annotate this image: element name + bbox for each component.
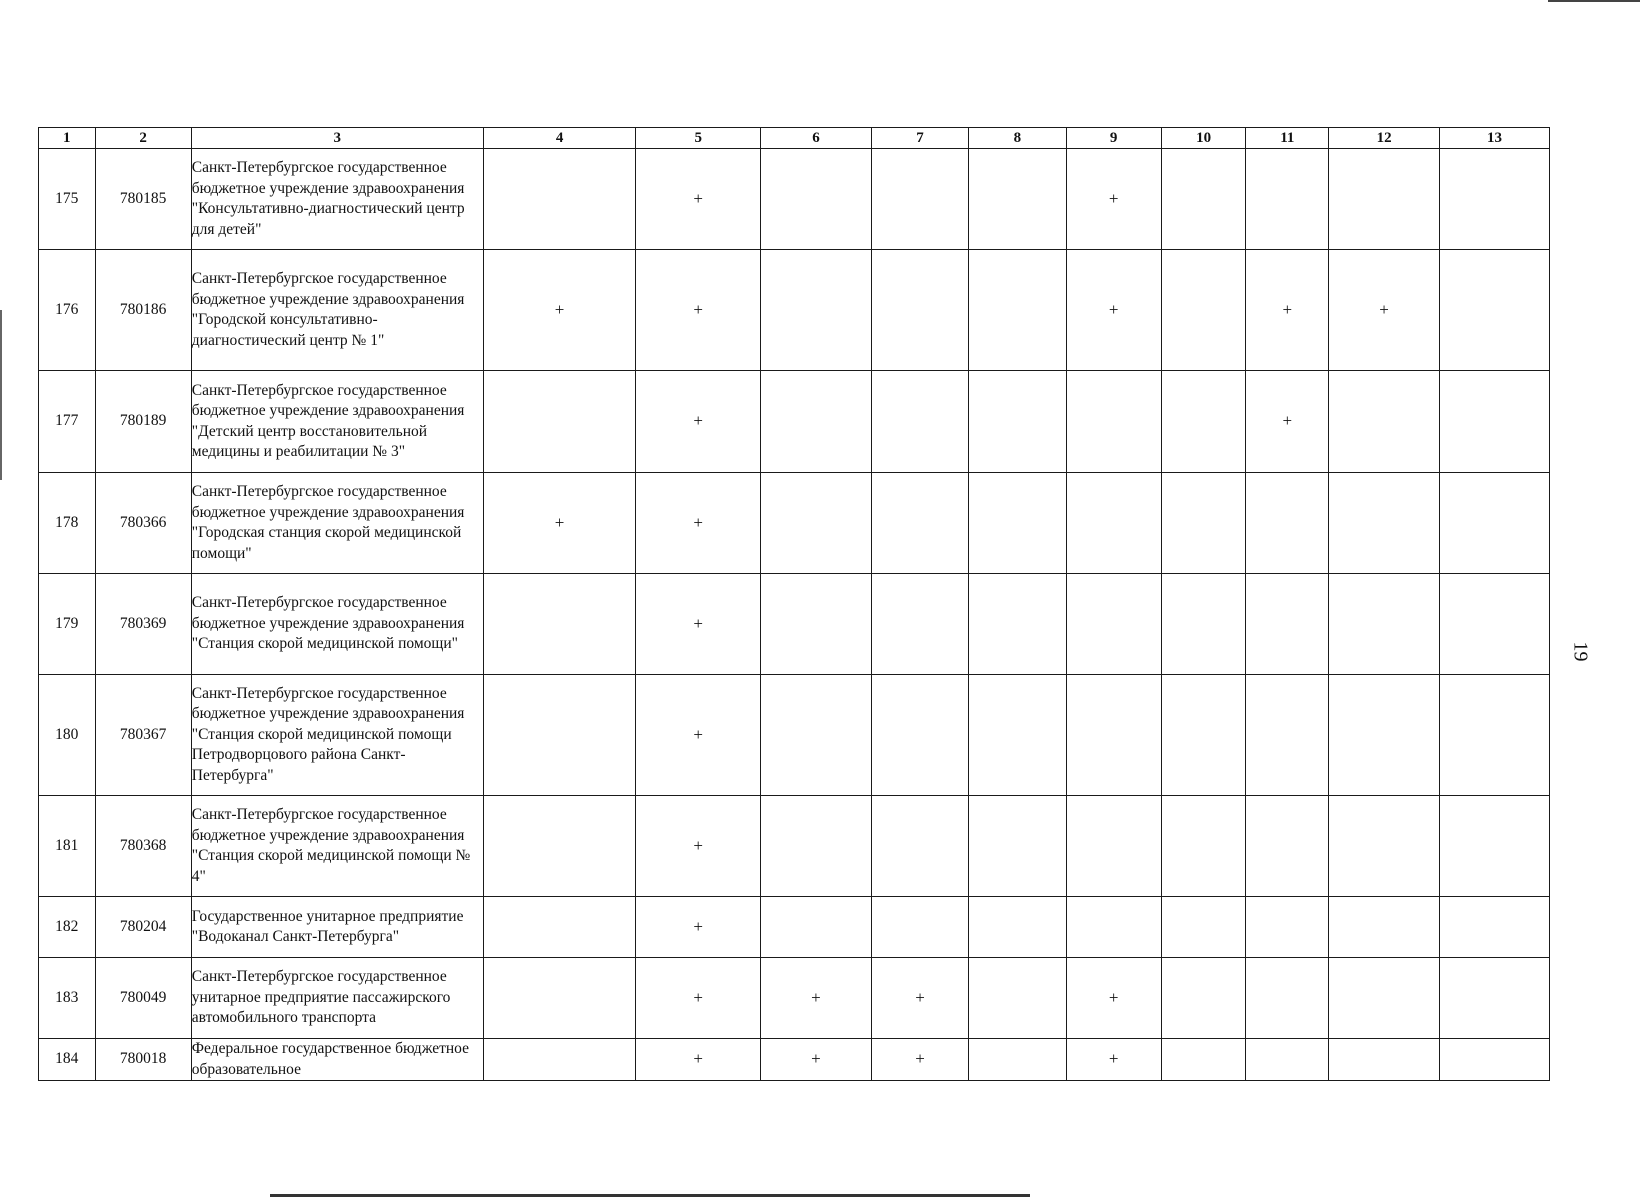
mark-cell-col-10	[1161, 473, 1246, 574]
scan-edge-left	[0, 310, 2, 480]
mark-cell-col-8	[969, 149, 1066, 250]
table-row	[39, 371, 1550, 473]
mark-cell-col-6	[760, 250, 871, 371]
mark-cell-col-12	[1329, 958, 1440, 1039]
mark-cell-col-8	[969, 796, 1066, 897]
column-header-2: 2	[95, 128, 191, 149]
organization-name: Санкт-Петербургское государственное бюджетное учреждение здравоохранения "Консультативно-диагностический центр для детей"	[191, 149, 483, 250]
column-header-5: 5	[636, 128, 761, 149]
mark-cell-col-4	[483, 675, 636, 796]
table-row	[39, 675, 1550, 796]
organization-name: Санкт-Петербургское государственное унитарное предприятие пассажирского автомобильного транспорта	[191, 958, 483, 1039]
mark-cell-col-13	[1440, 371, 1550, 473]
row-number: 183	[39, 958, 96, 1039]
mark-cell-col-7: +	[871, 1039, 968, 1081]
mark-cell-col-13	[1440, 1039, 1550, 1081]
mark-cell-col-11	[1246, 473, 1329, 574]
mark-cell-col-9	[1066, 796, 1161, 897]
mark-cell-col-5: +	[636, 473, 761, 574]
organization-code: 780018	[95, 1039, 191, 1081]
organization-code: 780367	[95, 675, 191, 796]
table-row	[39, 796, 1550, 897]
column-header-12: 12	[1329, 128, 1440, 149]
mark-cell-col-10	[1161, 897, 1246, 958]
mark-cell-col-6	[760, 897, 871, 958]
column-header-9: 9	[1066, 128, 1161, 149]
mark-cell-col-4	[483, 149, 636, 250]
organization-code: 780366	[95, 473, 191, 574]
mark-cell-col-6	[760, 149, 871, 250]
column-header-1: 1	[39, 128, 96, 149]
mark-cell-col-12	[1329, 149, 1440, 250]
column-header-6: 6	[760, 128, 871, 149]
mark-cell-col-12: +	[1329, 250, 1440, 371]
mark-cell-col-9: +	[1066, 958, 1161, 1039]
mark-cell-col-4: +	[483, 250, 636, 371]
mark-cell-col-10	[1161, 958, 1246, 1039]
mark-cell-col-7	[871, 149, 968, 250]
organization-name: Санкт-Петербургское государственное бюджетное учреждение здравоохранения "Городской консультативно-диагностический центр № 1"	[191, 250, 483, 371]
mark-cell-col-9	[1066, 574, 1161, 675]
page-number: 19	[1569, 641, 1592, 662]
mark-cell-col-5: +	[636, 1039, 761, 1081]
mark-cell-col-10	[1161, 574, 1246, 675]
mark-cell-col-12	[1329, 371, 1440, 473]
organization-code: 780189	[95, 371, 191, 473]
scan-edge-bottom	[270, 1194, 1030, 1197]
mark-cell-col-11	[1246, 574, 1329, 675]
mark-cell-col-4	[483, 796, 636, 897]
mark-cell-col-12	[1329, 1039, 1440, 1081]
organization-code: 780186	[95, 250, 191, 371]
mark-cell-col-6	[760, 675, 871, 796]
mark-cell-col-7	[871, 473, 968, 574]
mark-cell-col-8	[969, 897, 1066, 958]
mark-cell-col-8	[969, 675, 1066, 796]
mark-cell-col-11	[1246, 675, 1329, 796]
organization-name: Санкт-Петербургское государственное бюджетное учреждение здравоохранения "Станция скорой медицинской помощи Петродворцового района Санкт-Петербурга"	[191, 675, 483, 796]
mark-cell-col-12	[1329, 796, 1440, 897]
organization-name: Государственное унитарное предприятие "Водоканал Санкт-Петербурга"	[191, 897, 483, 958]
mark-cell-col-9: +	[1066, 250, 1161, 371]
mark-cell-col-9: +	[1066, 1039, 1161, 1081]
organization-name: Федеральное государственное бюджетное образовательное	[191, 1039, 483, 1081]
mark-cell-col-10	[1161, 1039, 1246, 1081]
table-row	[39, 1039, 1550, 1081]
organization-name: Санкт-Петербургское государственное бюджетное учреждение здравоохранения "Станция скорой медицинской помощи № 4"	[191, 796, 483, 897]
mark-cell-col-9	[1066, 473, 1161, 574]
organization-code: 780369	[95, 574, 191, 675]
mark-cell-col-12	[1329, 675, 1440, 796]
row-number: 178	[39, 473, 96, 574]
table-row	[39, 250, 1550, 371]
column-header-10: 10	[1161, 128, 1246, 149]
mark-cell-col-8	[969, 574, 1066, 675]
mark-cell-col-4: +	[483, 473, 636, 574]
mark-cell-col-10	[1161, 250, 1246, 371]
mark-cell-col-13	[1440, 574, 1550, 675]
mark-cell-col-12	[1329, 574, 1440, 675]
mark-cell-col-8	[969, 473, 1066, 574]
mark-cell-col-5: +	[636, 796, 761, 897]
organization-code: 780049	[95, 958, 191, 1039]
row-number: 181	[39, 796, 96, 897]
mark-cell-col-7: +	[871, 958, 968, 1039]
mark-cell-col-9: +	[1066, 149, 1161, 250]
organization-code: 780204	[95, 897, 191, 958]
mark-cell-col-13	[1440, 149, 1550, 250]
mark-cell-col-8	[969, 1039, 1066, 1081]
mark-cell-col-4	[483, 897, 636, 958]
mark-cell-col-6	[760, 371, 871, 473]
organization-code: 780185	[95, 149, 191, 250]
column-header-7: 7	[871, 128, 968, 149]
mark-cell-col-4	[483, 371, 636, 473]
mark-cell-col-13	[1440, 958, 1550, 1039]
mark-cell-col-5: +	[636, 371, 761, 473]
column-header-4: 4	[483, 128, 636, 149]
mark-cell-col-5: +	[636, 897, 761, 958]
mark-cell-col-5: +	[636, 250, 761, 371]
mark-cell-col-6	[760, 796, 871, 897]
mark-cell-col-6: +	[760, 1039, 871, 1081]
mark-cell-col-10	[1161, 149, 1246, 250]
mark-cell-col-5: +	[636, 958, 761, 1039]
mark-cell-col-13	[1440, 897, 1550, 958]
mark-cell-col-10	[1161, 796, 1246, 897]
header-row	[39, 128, 1550, 149]
mark-cell-col-10	[1161, 675, 1246, 796]
mark-cell-col-11	[1246, 149, 1329, 250]
mark-cell-col-7	[871, 675, 968, 796]
table-row	[39, 473, 1550, 574]
row-number: 179	[39, 574, 96, 675]
mark-cell-col-11: +	[1246, 371, 1329, 473]
mark-cell-col-7	[871, 796, 968, 897]
mark-cell-col-8	[969, 250, 1066, 371]
table-row	[39, 897, 1550, 958]
table-row	[39, 149, 1550, 250]
mark-cell-col-5: +	[636, 574, 761, 675]
column-header-3: 3	[191, 128, 483, 149]
registry-table	[38, 127, 1550, 1081]
mark-cell-col-13	[1440, 473, 1550, 574]
column-header-13: 13	[1440, 128, 1550, 149]
mark-cell-col-8	[969, 371, 1066, 473]
mark-cell-col-7	[871, 371, 968, 473]
mark-cell-col-11: +	[1246, 250, 1329, 371]
mark-cell-col-11	[1246, 796, 1329, 897]
mark-cell-col-9	[1066, 371, 1161, 473]
column-header-8: 8	[969, 128, 1066, 149]
mark-cell-col-4	[483, 958, 636, 1039]
scan-edge-top	[1548, 0, 1640, 2]
table-body	[39, 149, 1550, 1081]
organization-name: Санкт-Петербургское государственное бюджетное учреждение здравоохранения "Станция скорой медицинской помощи"	[191, 574, 483, 675]
column-header-11: 11	[1246, 128, 1329, 149]
organization-name: Санкт-Петербургское государственное бюджетное учреждение здравоохранения "Городская станция скорой медицинской помощи"	[191, 473, 483, 574]
mark-cell-col-9	[1066, 897, 1161, 958]
row-number: 176	[39, 250, 96, 371]
mark-cell-col-10	[1161, 371, 1246, 473]
mark-cell-col-6	[760, 574, 871, 675]
row-number: 184	[39, 1039, 96, 1081]
mark-cell-col-4	[483, 1039, 636, 1081]
mark-cell-col-7	[871, 574, 968, 675]
mark-cell-col-4	[483, 574, 636, 675]
table-row	[39, 574, 1550, 675]
mark-cell-col-11	[1246, 958, 1329, 1039]
mark-cell-col-11	[1246, 897, 1329, 958]
mark-cell-col-8	[969, 958, 1066, 1039]
mark-cell-col-13	[1440, 250, 1550, 371]
row-number: 180	[39, 675, 96, 796]
row-number: 177	[39, 371, 96, 473]
mark-cell-col-13	[1440, 796, 1550, 897]
mark-cell-col-5: +	[636, 675, 761, 796]
mark-cell-col-7	[871, 897, 968, 958]
mark-cell-col-7	[871, 250, 968, 371]
organization-name: Санкт-Петербургское государственное бюджетное учреждение здравоохранения "Детский центр восстановительной медицины и реабилитации № 3"	[191, 371, 483, 473]
mark-cell-col-11	[1246, 1039, 1329, 1081]
mark-cell-col-5: +	[636, 149, 761, 250]
row-number: 182	[39, 897, 96, 958]
row-number: 175	[39, 149, 96, 250]
mark-cell-col-12	[1329, 897, 1440, 958]
mark-cell-col-12	[1329, 473, 1440, 574]
mark-cell-col-13	[1440, 675, 1550, 796]
organization-code: 780368	[95, 796, 191, 897]
table-row	[39, 958, 1550, 1039]
mark-cell-col-6	[760, 473, 871, 574]
mark-cell-col-6: +	[760, 958, 871, 1039]
mark-cell-col-9	[1066, 675, 1161, 796]
